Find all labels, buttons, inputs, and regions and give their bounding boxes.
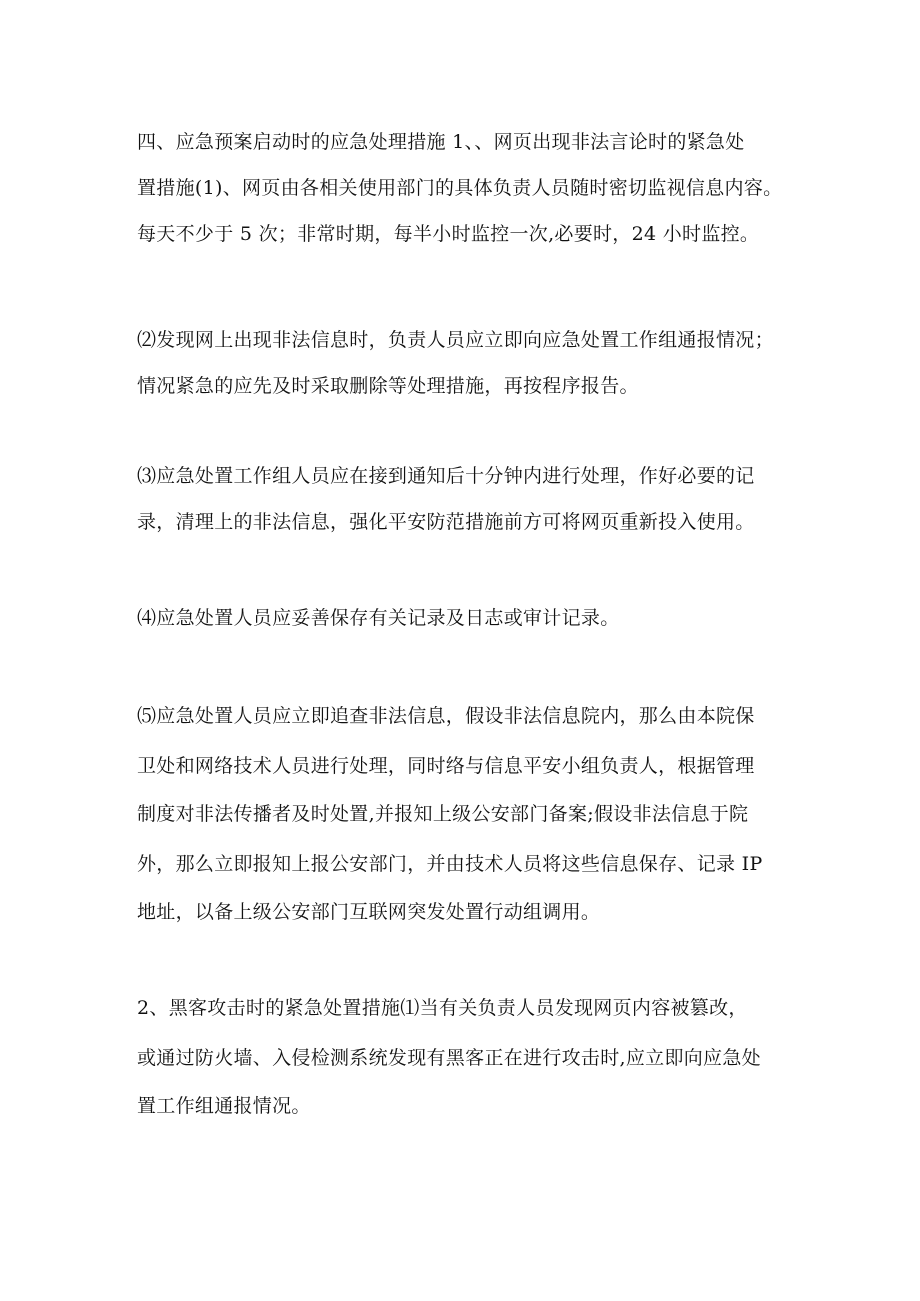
paragraph-3-line-2: 录，清理上的非法信息，强化平安防范措施前方可将网页重新投入使用。: [137, 511, 755, 533]
paragraph-5-line-4: 外，那么立即报知上报公安部门，并由技术人员将这些信息保存、记录 IP: [137, 853, 763, 875]
paragraph-5-line-1: ⑸应急处置人员应立即追查非法信息，假设非法信息院内，那么由本院保: [137, 705, 755, 727]
paragraph-1-line-2: 置措施(1)、网页由各相关使用部门的具体负责人员随时密切监视信息内容。: [137, 177, 783, 199]
paragraph-5-line-2: 卫处和网络技术人员进行处理，同时络与信息平安小组负责人，根据管理: [137, 755, 755, 777]
paragraph-5-line-3: 制度对非法传播者及时处置,并报知上级公安部门备案;假设非法信息于院: [137, 803, 749, 825]
paragraph-1-line-1: 四、应急预案启动时的应急处理措施 1、、网页出现非法言论时的紧急处: [137, 131, 745, 153]
paragraph-1-line-3: 每天不少于 5 次；非常时期，每半小时监控一次,必要时，24 小时监控。: [137, 223, 760, 245]
paragraph-6-line-1: 2、黑客攻击时的紧急处置措施⑴当有关负责人员发现网页内容被篡改，: [137, 997, 748, 1019]
paragraph-6-line-3: 置工作组通报情况。: [137, 1095, 311, 1117]
paragraph-3-line-1: ⑶应急处置工作组人员应在接到通知后十分钟内进行处理，作好必要的记: [137, 465, 755, 487]
paragraph-5-line-5: 地址，以备上级公安部门互联网突发处置行动组调用。: [137, 901, 601, 923]
paragraph-4-line-1: ⑷应急处置人员应妥善保存有关记录及日志或审计记录。: [137, 607, 620, 629]
paragraph-2-line-2: 情况紧急的应先及时采取删除等处理措施，再按程序报告。: [137, 375, 639, 397]
paragraph-6-line-2: 或通过防火墙、入侵检测系统发现有黑客正在进行攻击时,应立即向应急处: [137, 1047, 761, 1069]
paragraph-2-line-1: ⑵发现网上出现非法信息时，负责人员应立即向应急处置工作组通报情况；: [137, 329, 774, 351]
